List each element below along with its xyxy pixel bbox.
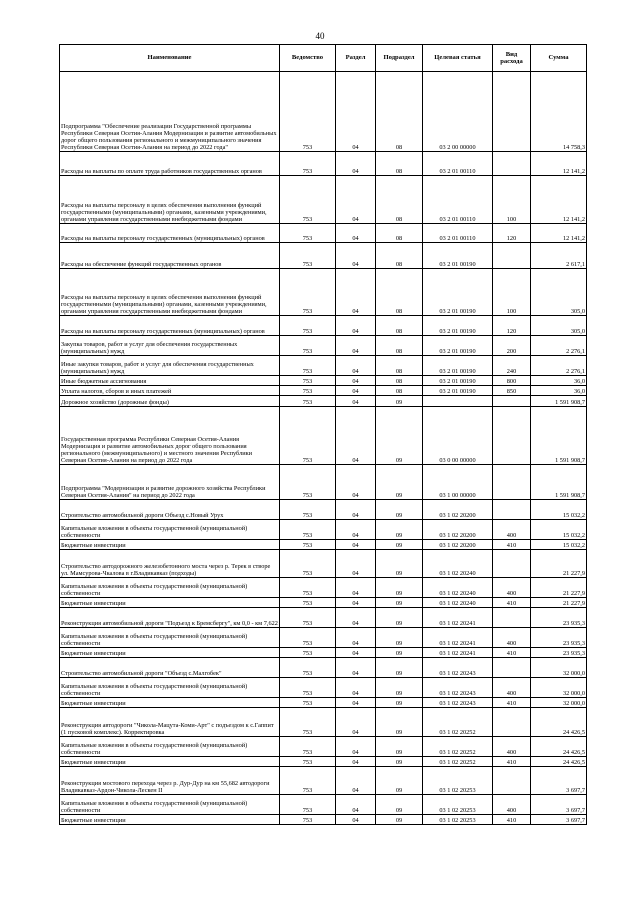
row-target: 03 0 00 00000 — [423, 407, 493, 465]
row-target: 03 1 02 20243 — [423, 658, 493, 678]
row-target: 03 1 02 20200 — [423, 500, 493, 520]
row-dept: 753 — [280, 678, 336, 698]
row-section: 04 — [336, 608, 376, 628]
row-dept: 753 — [280, 407, 336, 465]
row-dept: 753 — [280, 269, 336, 316]
table-row — [60, 678, 587, 698]
row-subsection: 08 — [376, 376, 423, 386]
row-name: Бюджетные инвестиции — [60, 757, 280, 767]
table-row — [60, 578, 587, 598]
row-dept: 753 — [280, 648, 336, 658]
table-row — [60, 176, 587, 224]
row-expense-type — [493, 658, 531, 678]
table-row — [60, 356, 587, 376]
row-expense-type: 400 — [493, 578, 531, 598]
row-subsection: 09 — [376, 407, 423, 465]
row-section: 04 — [336, 152, 376, 176]
row-target: 03 1 02 20240 — [423, 578, 493, 598]
row-dept: 753 — [280, 658, 336, 678]
row-target: 03 1 02 20252 — [423, 737, 493, 757]
row-name: Иные закупки товаров, работ и услуг для обеспечения государственных (муниципальных) нужд — [60, 356, 280, 376]
row-expense-type: 100 — [493, 176, 531, 224]
row-sum: 3 697,7 — [531, 815, 587, 825]
row-section: 04 — [336, 737, 376, 757]
row-target: 03 2 01 00190 — [423, 269, 493, 316]
row-target: 03 2 01 00110 — [423, 176, 493, 224]
header-target: Целевая статья — [423, 45, 493, 72]
row-name: Бюджетные инвестиции — [60, 648, 280, 658]
row-sum: 23 935,3 — [531, 648, 587, 658]
table-row — [60, 465, 587, 500]
row-name: Капитальные вложения в объекты государственной (муниципальной) собственности — [60, 678, 280, 698]
row-subsection: 09 — [376, 648, 423, 658]
row-sum: 2 276,1 — [531, 356, 587, 376]
row-section: 04 — [336, 356, 376, 376]
row-dept: 753 — [280, 698, 336, 708]
row-expense-type — [493, 407, 531, 465]
row-subsection: 09 — [376, 678, 423, 698]
row-sum: 1 591 908,7 — [531, 465, 587, 500]
row-sum: 2 617,1 — [531, 243, 587, 269]
row-target — [423, 396, 493, 407]
row-name: Дорожное хозяйство (дорожные фонды) — [60, 396, 280, 407]
row-dept: 753 — [280, 628, 336, 648]
row-expense-type: 410 — [493, 757, 531, 767]
row-name: Закупка товаров, работ и услуг для обеспечения государственных (муниципальных) нужд — [60, 336, 280, 356]
row-subsection: 08 — [376, 356, 423, 376]
row-expense-type: 400 — [493, 795, 531, 815]
row-expense-type: 410 — [493, 648, 531, 658]
budget-table — [59, 44, 587, 825]
header-subsection: Подраздел — [376, 45, 423, 72]
row-section: 04 — [336, 795, 376, 815]
row-name: Капитальные вложения в объекты государственной (муниципальной) собственности — [60, 578, 280, 598]
row-expense-type: 200 — [493, 336, 531, 356]
row-name: Капитальные вложения в объекты государственной (муниципальной) собственности — [60, 795, 280, 815]
row-name: Капитальные вложения в объекты государственной (муниципальной) собственности — [60, 628, 280, 648]
row-target: 03 1 02 20243 — [423, 698, 493, 708]
table-row — [60, 407, 587, 465]
row-sum: 1 591 908,7 — [531, 396, 587, 407]
row-expense-type: 100 — [493, 269, 531, 316]
row-dept: 753 — [280, 72, 336, 152]
table-row — [60, 336, 587, 356]
row-dept: 753 — [280, 550, 336, 578]
row-subsection: 09 — [376, 465, 423, 500]
row-sum: 3 697,7 — [531, 795, 587, 815]
row-subsection: 09 — [376, 500, 423, 520]
row-target: 03 1 02 20253 — [423, 815, 493, 825]
row-expense-type — [493, 72, 531, 152]
row-sum: 32 000,0 — [531, 658, 587, 678]
table-row — [60, 316, 587, 336]
row-target: 03 1 02 20243 — [423, 678, 493, 698]
table-row — [60, 628, 587, 648]
row-dept: 753 — [280, 737, 336, 757]
row-target: 03 2 01 00190 — [423, 386, 493, 396]
row-section: 04 — [336, 698, 376, 708]
row-section: 04 — [336, 407, 376, 465]
table-row — [60, 243, 587, 269]
row-sum: 15 032,2 — [531, 520, 587, 540]
row-section: 04 — [336, 316, 376, 336]
row-expense-type: 400 — [493, 678, 531, 698]
row-dept: 753 — [280, 767, 336, 795]
row-section: 04 — [336, 520, 376, 540]
row-dept: 753 — [280, 757, 336, 767]
row-dept: 753 — [280, 243, 336, 269]
row-sum: 21 227,9 — [531, 578, 587, 598]
row-sum: 32 000,0 — [531, 678, 587, 698]
row-expense-type — [493, 500, 531, 520]
row-expense-type — [493, 465, 531, 500]
row-expense-type: 410 — [493, 698, 531, 708]
row-name: Бюджетные инвестиции — [60, 698, 280, 708]
row-sum: 23 935,3 — [531, 608, 587, 628]
table-header-row — [60, 45, 587, 72]
row-target: 03 2 01 00190 — [423, 316, 493, 336]
row-expense-type: 850 — [493, 386, 531, 396]
row-name: Подпрограмма "Модернизация и развитие дорожного хозяйства Республики Северная Осетия-Алания" на период до 2022 года — [60, 465, 280, 500]
row-sum: 32 000,0 — [531, 698, 587, 708]
table-row — [60, 152, 587, 176]
row-dept: 753 — [280, 376, 336, 386]
row-name: Реконструкция автомобильной дороги "Подъезд к Бремсбергу", км 0,0 - км 7,622 — [60, 608, 280, 628]
page-number: 40 — [315, 31, 325, 41]
row-subsection: 09 — [376, 737, 423, 757]
table-row — [60, 658, 587, 678]
row-sum: 305,0 — [531, 316, 587, 336]
row-expense-type — [493, 608, 531, 628]
row-target: 03 1 02 20240 — [423, 598, 493, 608]
table-row — [60, 815, 587, 825]
table-row — [60, 224, 587, 243]
header-name: Наименование — [60, 45, 280, 72]
row-target: 03 2 01 00190 — [423, 243, 493, 269]
row-section: 04 — [336, 72, 376, 152]
row-expense-type: 400 — [493, 520, 531, 540]
row-expense-type: 410 — [493, 815, 531, 825]
row-name: Расходы на выплаты по оплате труда работников государственных органов — [60, 152, 280, 176]
row-name: Реконструкция автодороги "Чикола-Мацута-Коми-Арт" с подъездом к с.Гаппит (1 пусковой комплекс). Корректировка — [60, 708, 280, 737]
table-row — [60, 520, 587, 540]
row-expense-type: 400 — [493, 737, 531, 757]
row-section: 04 — [336, 269, 376, 316]
row-expense-type — [493, 767, 531, 795]
row-dept: 753 — [280, 336, 336, 356]
row-section: 04 — [336, 500, 376, 520]
row-section: 04 — [336, 224, 376, 243]
table-row — [60, 386, 587, 396]
row-subsection: 08 — [376, 316, 423, 336]
row-expense-type: 410 — [493, 540, 531, 550]
row-expense-type: 120 — [493, 224, 531, 243]
row-sum: 1 591 908,7 — [531, 407, 587, 465]
row-dept: 753 — [280, 152, 336, 176]
row-subsection: 08 — [376, 269, 423, 316]
row-section: 04 — [336, 767, 376, 795]
row-expense-type — [493, 550, 531, 578]
row-target: 03 2 01 00190 — [423, 376, 493, 386]
row-name: Реконструкция мостового перехода через р. Дур-Дур на км 55,682 автодороги Владикавказ-Ардон-Чикола-Лескен II — [60, 767, 280, 795]
table-row — [60, 757, 587, 767]
table-row — [60, 540, 587, 550]
row-section: 04 — [336, 815, 376, 825]
row-dept: 753 — [280, 795, 336, 815]
header-sum: Сумма — [531, 45, 587, 72]
row-section: 04 — [336, 578, 376, 598]
row-subsection: 08 — [376, 152, 423, 176]
row-subsection: 09 — [376, 520, 423, 540]
row-section: 04 — [336, 540, 376, 550]
row-sum: 15 032,2 — [531, 540, 587, 550]
row-target: 03 2 01 00190 — [423, 336, 493, 356]
table-row — [60, 737, 587, 757]
row-section: 04 — [336, 336, 376, 356]
row-sum: 14 758,3 — [531, 72, 587, 152]
row-name: Уплата налогов, сборов и иных платежей — [60, 386, 280, 396]
row-name: Строительство автодорожного железобетонного моста через р. Терек в створе ул. Мамсурова-Чкалова в г.Владикавказ (подходы) — [60, 550, 280, 578]
header-dept: Ведомство — [280, 45, 336, 72]
row-name: Расходы на выплаты персоналу государственных (муниципальных) органов — [60, 316, 280, 336]
row-name: Капитальные вложения в объекты государственной (муниципальной) собственности — [60, 737, 280, 757]
row-dept: 753 — [280, 708, 336, 737]
row-section: 04 — [336, 176, 376, 224]
row-name: Подпрограмма "Обеспечение реализации Государственной программы Республики Северная Осетия-Алания Модернизация и развитие автомобильных дорог общего пользования регионального и межмуниципального значения Республики Северная Осетия-Алания на период до 2022 года" — [60, 72, 280, 152]
row-subsection: 09 — [376, 550, 423, 578]
table-row — [60, 648, 587, 658]
row-dept: 753 — [280, 356, 336, 376]
row-sum: 21 227,9 — [531, 550, 587, 578]
row-expense-type — [493, 243, 531, 269]
row-dept: 753 — [280, 500, 336, 520]
row-target: 03 1 02 20252 — [423, 708, 493, 737]
row-dept: 753 — [280, 176, 336, 224]
row-sum: 23 935,3 — [531, 628, 587, 648]
row-name: Строительство автомобильной дороги Объезд с.Новый Урух — [60, 500, 280, 520]
row-sum: 36,0 — [531, 376, 587, 386]
row-sum: 21 227,9 — [531, 598, 587, 608]
row-subsection: 08 — [376, 72, 423, 152]
table-row — [60, 376, 587, 386]
table-row — [60, 767, 587, 795]
row-target: 03 2 00 00000 — [423, 72, 493, 152]
table-row — [60, 550, 587, 578]
row-target: 03 1 02 20240 — [423, 550, 493, 578]
row-target: 03 2 01 00110 — [423, 152, 493, 176]
table-row — [60, 396, 587, 407]
row-expense-type — [493, 152, 531, 176]
row-sum: 24 426,5 — [531, 737, 587, 757]
row-expense-type: 410 — [493, 598, 531, 608]
table-row — [60, 269, 587, 316]
table-row — [60, 608, 587, 628]
row-subsection: 09 — [376, 598, 423, 608]
row-name: Бюджетные инвестиции — [60, 598, 280, 608]
row-name: Бюджетные инвестиции — [60, 815, 280, 825]
row-expense-type: 400 — [493, 628, 531, 648]
row-section: 04 — [336, 598, 376, 608]
row-sum: 24 426,5 — [531, 757, 587, 767]
row-subsection: 08 — [376, 176, 423, 224]
row-sum: 15 032,2 — [531, 500, 587, 520]
row-target: 03 2 01 00110 — [423, 224, 493, 243]
row-subsection: 09 — [376, 540, 423, 550]
row-section: 04 — [336, 678, 376, 698]
row-section: 04 — [336, 386, 376, 396]
row-section: 04 — [336, 243, 376, 269]
row-dept: 753 — [280, 224, 336, 243]
row-section: 04 — [336, 628, 376, 648]
row-name: Расходы на выплаты персоналу в целях обеспечения выполнения функций государственными (муниципальными) органами, казенными учреждениями, органами управления государственными внебюджетными фондами — [60, 269, 280, 316]
row-dept: 753 — [280, 540, 336, 550]
row-target: 03 2 01 00190 — [423, 356, 493, 376]
row-name: Расходы на выплаты персоналу в целях обеспечения выполнения функций государственными (муниципальными) органами, казенными учреждениями, органами управления государственными внебюджетными фондами — [60, 176, 280, 224]
row-subsection: 09 — [376, 698, 423, 708]
row-section: 04 — [336, 648, 376, 658]
row-subsection: 09 — [376, 795, 423, 815]
row-subsection: 09 — [376, 628, 423, 648]
row-dept: 753 — [280, 578, 336, 598]
row-subsection: 09 — [376, 658, 423, 678]
row-subsection: 09 — [376, 708, 423, 737]
table-row — [60, 72, 587, 152]
row-name: Расходы на обеспечение функций государственных органов — [60, 243, 280, 269]
row-target: 03 1 02 20200 — [423, 540, 493, 550]
table-row — [60, 708, 587, 737]
row-dept: 753 — [280, 396, 336, 407]
row-subsection: 09 — [376, 396, 423, 407]
row-sum: 12 141,2 — [531, 224, 587, 243]
row-dept: 753 — [280, 386, 336, 396]
row-name: Строительство автомобильной дороги "Объезд с.Малгобек" — [60, 658, 280, 678]
row-name: Государственная программа Республики Северная Осетия-Алания Модернизация и развитие автомобильных дорог общего пользования регионального (межмуниципального) и местного значения Республики Северная Осетия-Алания на период до 2022 года — [60, 407, 280, 465]
row-dept: 753 — [280, 465, 336, 500]
row-expense-type — [493, 708, 531, 737]
row-subsection: 09 — [376, 815, 423, 825]
row-expense-type: 120 — [493, 316, 531, 336]
row-name: Капитальные вложения в объекты государственной (муниципальной) собственности — [60, 520, 280, 540]
row-sum: 24 426,5 — [531, 708, 587, 737]
row-target: 03 1 02 20253 — [423, 795, 493, 815]
row-subsection: 09 — [376, 608, 423, 628]
row-sum: 12 141,2 — [531, 152, 587, 176]
row-dept: 753 — [280, 520, 336, 540]
row-expense-type — [493, 396, 531, 407]
header-section: Раздел — [336, 45, 376, 72]
header-expense-type: Вид расхода — [493, 45, 531, 72]
row-target: 03 1 02 20241 — [423, 648, 493, 658]
row-name: Иные бюджетные ассигнования — [60, 376, 280, 386]
row-section: 04 — [336, 396, 376, 407]
table-row — [60, 598, 587, 608]
row-dept: 753 — [280, 598, 336, 608]
row-name: Расходы на выплаты персоналу государственных (муниципальных) органов — [60, 224, 280, 243]
row-subsection: 08 — [376, 224, 423, 243]
row-name: Бюджетные инвестиции — [60, 540, 280, 550]
row-section: 04 — [336, 376, 376, 386]
row-subsection: 09 — [376, 578, 423, 598]
row-sum: 305,0 — [531, 269, 587, 316]
row-sum: 3 697,7 — [531, 767, 587, 795]
row-target: 03 1 00 00000 — [423, 465, 493, 500]
row-target: 03 1 02 20241 — [423, 608, 493, 628]
row-expense-type: 800 — [493, 376, 531, 386]
row-section: 04 — [336, 757, 376, 767]
row-subsection: 08 — [376, 386, 423, 396]
row-sum: 2 276,1 — [531, 336, 587, 356]
table-row — [60, 795, 587, 815]
row-section: 04 — [336, 465, 376, 500]
table-row — [60, 500, 587, 520]
row-expense-type: 240 — [493, 356, 531, 376]
row-section: 04 — [336, 658, 376, 678]
row-target: 03 1 02 20252 — [423, 757, 493, 767]
row-sum: 12 141,2 — [531, 176, 587, 224]
row-dept: 753 — [280, 316, 336, 336]
row-subsection: 09 — [376, 767, 423, 795]
row-sum: 36,0 — [531, 386, 587, 396]
row-dept: 753 — [280, 815, 336, 825]
row-subsection: 09 — [376, 757, 423, 767]
row-subsection: 08 — [376, 243, 423, 269]
row-target: 03 1 02 20200 — [423, 520, 493, 540]
row-section: 04 — [336, 550, 376, 578]
row-target: 03 1 02 20253 — [423, 767, 493, 795]
row-section: 04 — [336, 708, 376, 737]
row-dept: 753 — [280, 608, 336, 628]
row-subsection: 08 — [376, 336, 423, 356]
table-row — [60, 698, 587, 708]
row-target: 03 1 02 20241 — [423, 628, 493, 648]
